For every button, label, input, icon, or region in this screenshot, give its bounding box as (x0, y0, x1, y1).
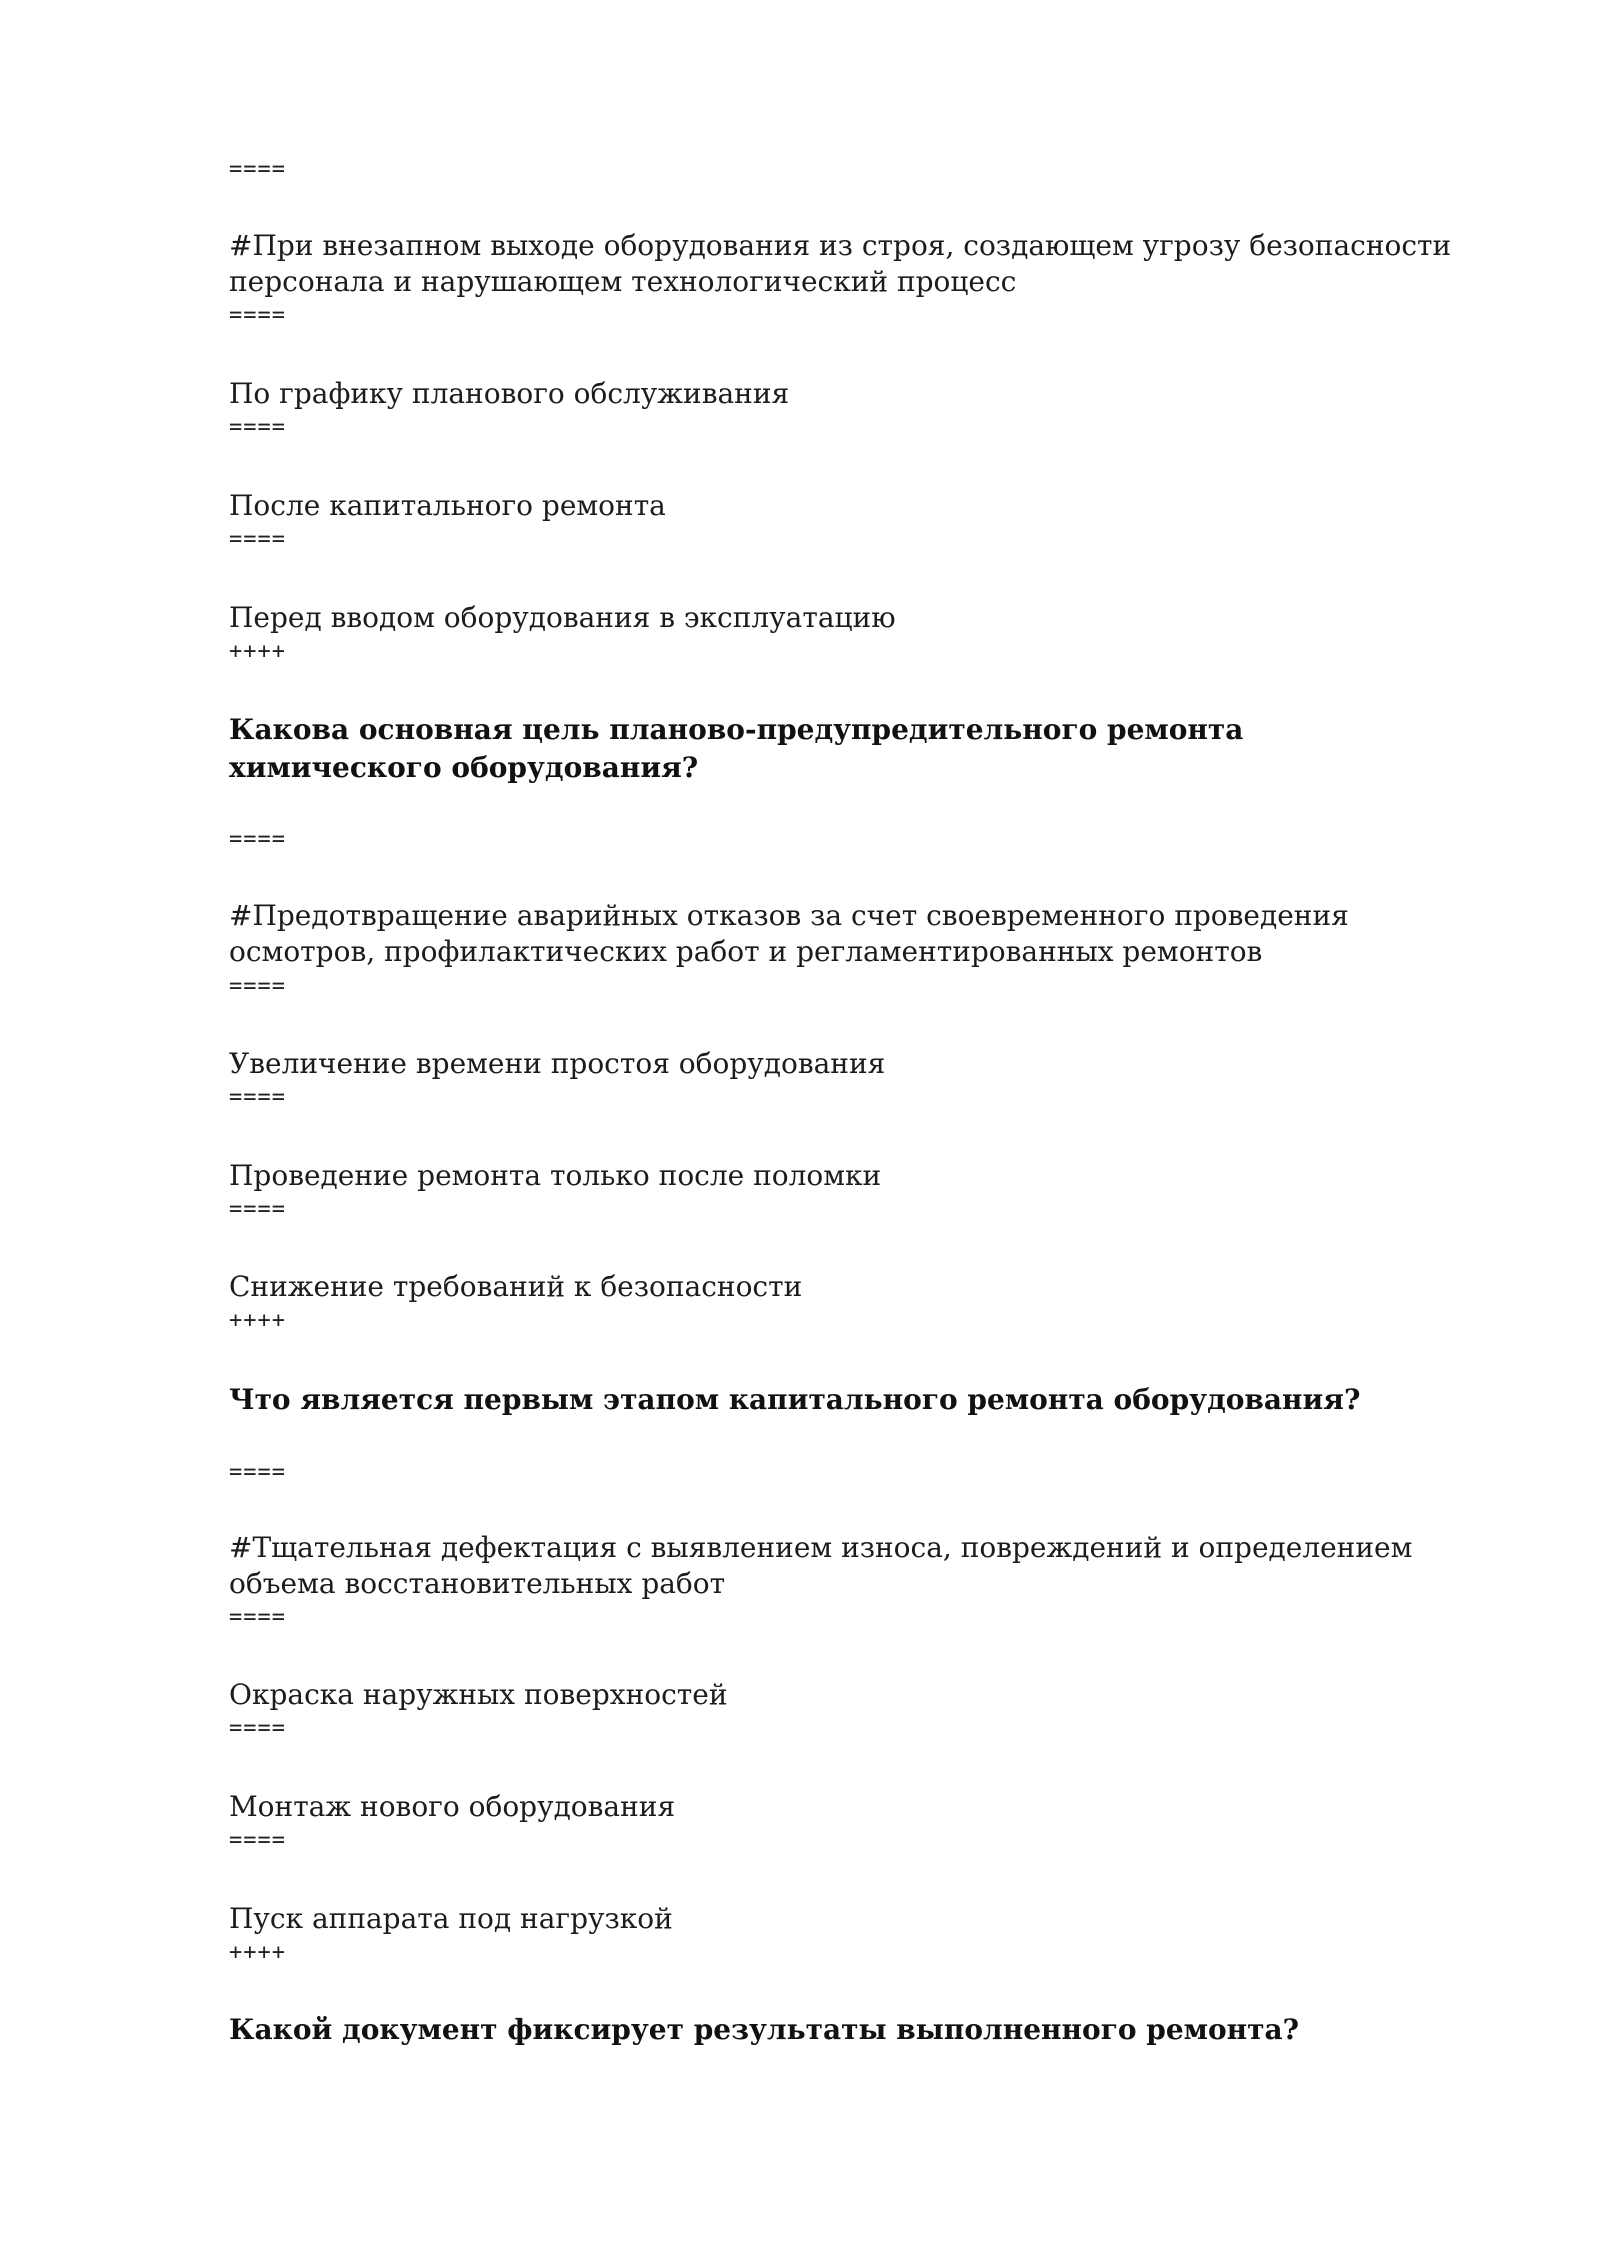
block-end-marker: ++++ (229, 1308, 286, 1333)
separator: ==== (229, 527, 286, 552)
block-end-marker: ++++ (229, 1940, 286, 1965)
answer-option: Проведение ремонта только после поломки (229, 1159, 882, 1192)
separator: ==== (229, 415, 286, 440)
answer-option-correct: #Тщательная дефектация с выявлением износа, повреждений и определением объема восстановительных работ (229, 1531, 1413, 1600)
separator: ==== (229, 974, 286, 999)
question-heading: Какой документ фиксирует результаты выполненного ремонта? (229, 2013, 1300, 2046)
separator: ==== (229, 1460, 286, 1485)
separator: ==== (229, 1605, 286, 1630)
answer-option: Снижение требований к безопасности (229, 1270, 803, 1303)
answer-option: По графику планового обслуживания (229, 377, 790, 410)
separator: ==== (229, 1828, 286, 1853)
answer-option: Пуск аппарата под нагрузкой (229, 1902, 673, 1935)
answer-option-correct: #При внезапном выходе оборудования из строя, создающем угрозу безопасности персонала и нарушающем технологический процесс (229, 229, 1452, 298)
answer-option: Перед вводом оборудования в эксплуатацию (229, 601, 896, 634)
answer-option: Монтаж нового оборудования (229, 1790, 676, 1823)
separator: ==== (229, 1716, 286, 1741)
answer-option-correct: #Предотвращение аварийных отказов за счет своевременного проведения осмотров, профилактических работ и регламентированных ремонтов (229, 899, 1349, 968)
block-end-marker: ++++ (229, 639, 286, 664)
question-heading: Что является первым этапом капитального ремонта оборудования? (229, 1383, 1361, 1416)
answer-option: Увеличение времени простоя оборудования (229, 1047, 886, 1080)
answer-option: После капитального ремонта (229, 489, 666, 522)
separator: ==== (229, 1085, 286, 1110)
separator: ==== (229, 303, 286, 328)
separator: ==== (229, 1197, 286, 1222)
separator: ==== (229, 157, 286, 182)
separator: ==== (229, 827, 286, 852)
question-heading: Какова основная цель планово-предупредительного ремонта химического оборудования? (229, 713, 1244, 784)
answer-option: Окраска наружных поверхностей (229, 1678, 728, 1711)
